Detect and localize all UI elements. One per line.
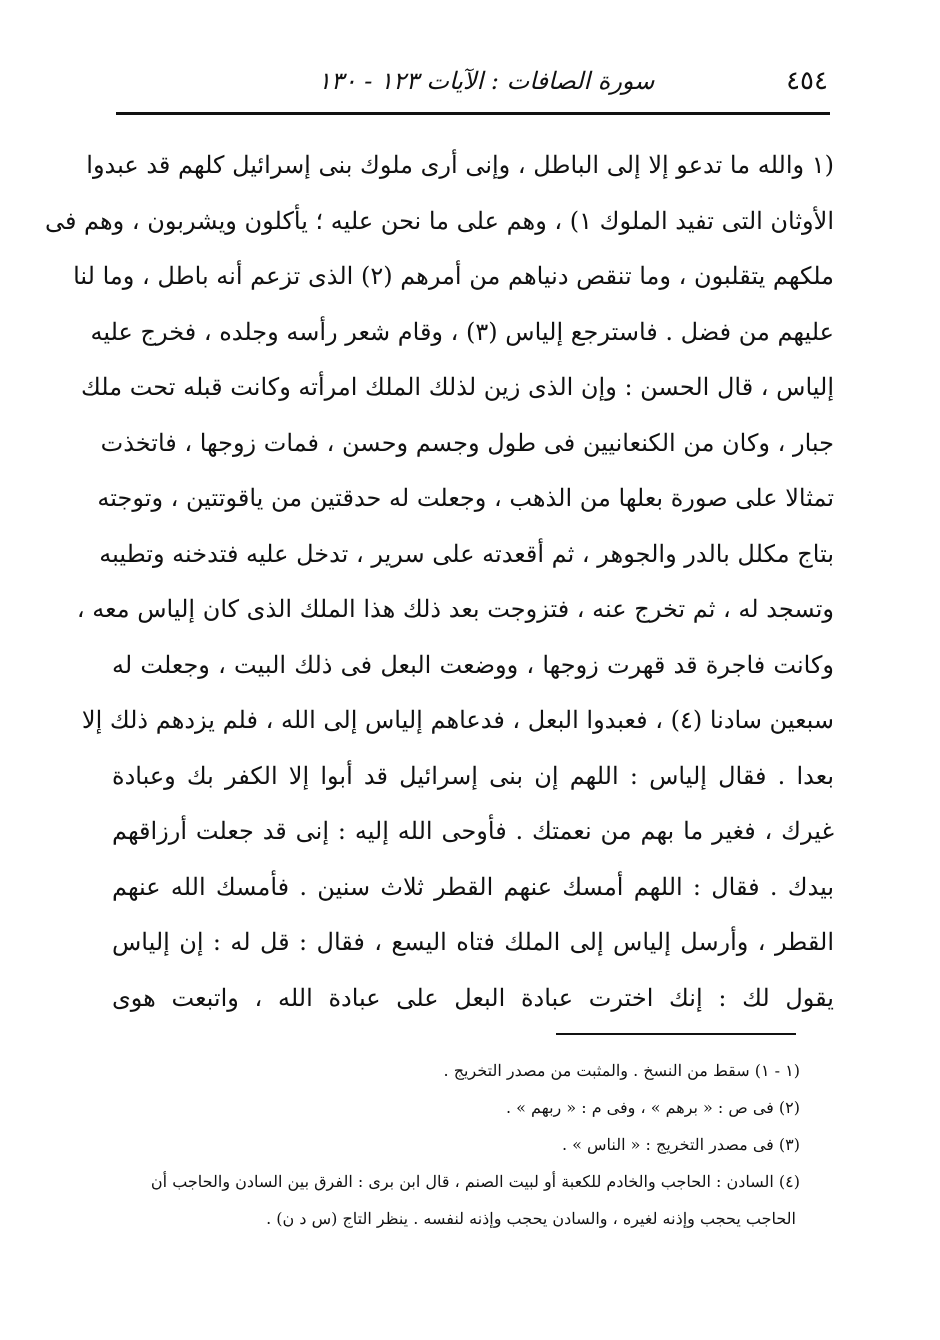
footnote-rule (556, 1033, 796, 1035)
text-line: غيرك ، فغير ما بهم من نعمتك . فأوحى الله إليه : إنى قد جعلت أرزاقهم (112, 817, 834, 845)
text-line: (١ والله ما تدعو إلا إلى الباطل ، وإنى أرى ملوك بنى إسرائيل كلهم قد عبدوا (86, 151, 834, 179)
text-line: بعدا . فقال إلياس : اللهم إن بنى إسرائيل قد أبوا إلا الكفر بك وعبادة (112, 761, 834, 790)
text-line: بتاج مكلل بالدر والجوهر ، ثم أقعدته على سرير ، تدخل عليه فتدخنه وتطيبه (99, 539, 834, 568)
text-line: ملكهم يتقلبون ، وما تنقص دنياهم من أمرهم (٢) الذى تزعم أنه باطل ، وما لنا (73, 262, 834, 290)
text-line: جبار ، وكان من الكنعانيين فى طول وجسم وحسن ، فمات زوجها ، فاتخذت (100, 428, 834, 457)
page-header (118, 58, 828, 104)
text-line: سبعين سادنا (٤) ، فعبدوا البعل ، فدعاهم إلياس إلى الله ، فلم يزدهم ذلك إلا (81, 706, 834, 734)
footnotes (112, 1052, 800, 1237)
running-head: سورة الصافات : الآيات ١٢٣ - ١٣٠ (318, 67, 655, 95)
footnote-continuation: الحاجب يحجب وإذنه لغيره ، والسادن يحجب وإذنه لنفسه . ينظر التاج (س د ن) . (266, 1209, 796, 1228)
footnote: (٤) السادن : الحاجب والخادم للكعبة أو لبيت الصنم ، قال ابن برى : الفرق بين السادن والحاجب أن (150, 1172, 800, 1191)
text-line: القطر ، وأرسل إلياس إلى الملك فتاه اليسع ، فقال : قل له : إن إلياس (112, 928, 834, 956)
page-number: ٤٥٤ (786, 66, 828, 96)
footnote: (٣) فى مصدر التخريج : « الناس » . (561, 1135, 800, 1154)
text-line: بيدك . فقال : اللهم أمسك عنهم القطر ثلاث سنين . فأمسك الله عنهم (112, 872, 834, 901)
text-line: يقول لك : إنك اخترت عبادة البعل على عبادة الله ، واتبعت هوى (112, 983, 834, 1012)
text-line: وتسجد له ، ثم تخرج عنه ، فتزوجت بعد ذلك هذا الملك الذى كان إلياس معه ، (76, 595, 834, 623)
header-rule (116, 112, 830, 115)
footnote: (١ - ١) سقط من النسخ . والمثبت من مصدر التخريج . (443, 1061, 800, 1080)
footnote: (٢) فى ص : « برهم » ، وفى م : « ربهم » . (506, 1098, 800, 1117)
text-line: الأوثان التى تفيد الملوك ١) ، وهم على ما نحن عليه ؛ يأكلون ويشربون ، وهم فى (44, 206, 834, 235)
text-line: عليهم من فضل . فاسترجع إلياس (٣) ، وقام شعر رأسه وجلده ، فخرج عليه (90, 317, 834, 346)
text-line: وكانت فاجرة قد قهرت زوجها ، ووضعت البعل فى ذلك البيت ، وجعلت له (112, 650, 834, 679)
text-line: تمثالا على صورة بعلها من الذهب ، وجعلت له حدقتين من ياقوتتين ، وتوجته (97, 484, 834, 512)
body-text (44, 138, 834, 1026)
text-line: إلياس ، قال الحسن : وإن الذى زين لذلك الملك امرأته وكانت قبله تحت ملك (81, 373, 834, 401)
